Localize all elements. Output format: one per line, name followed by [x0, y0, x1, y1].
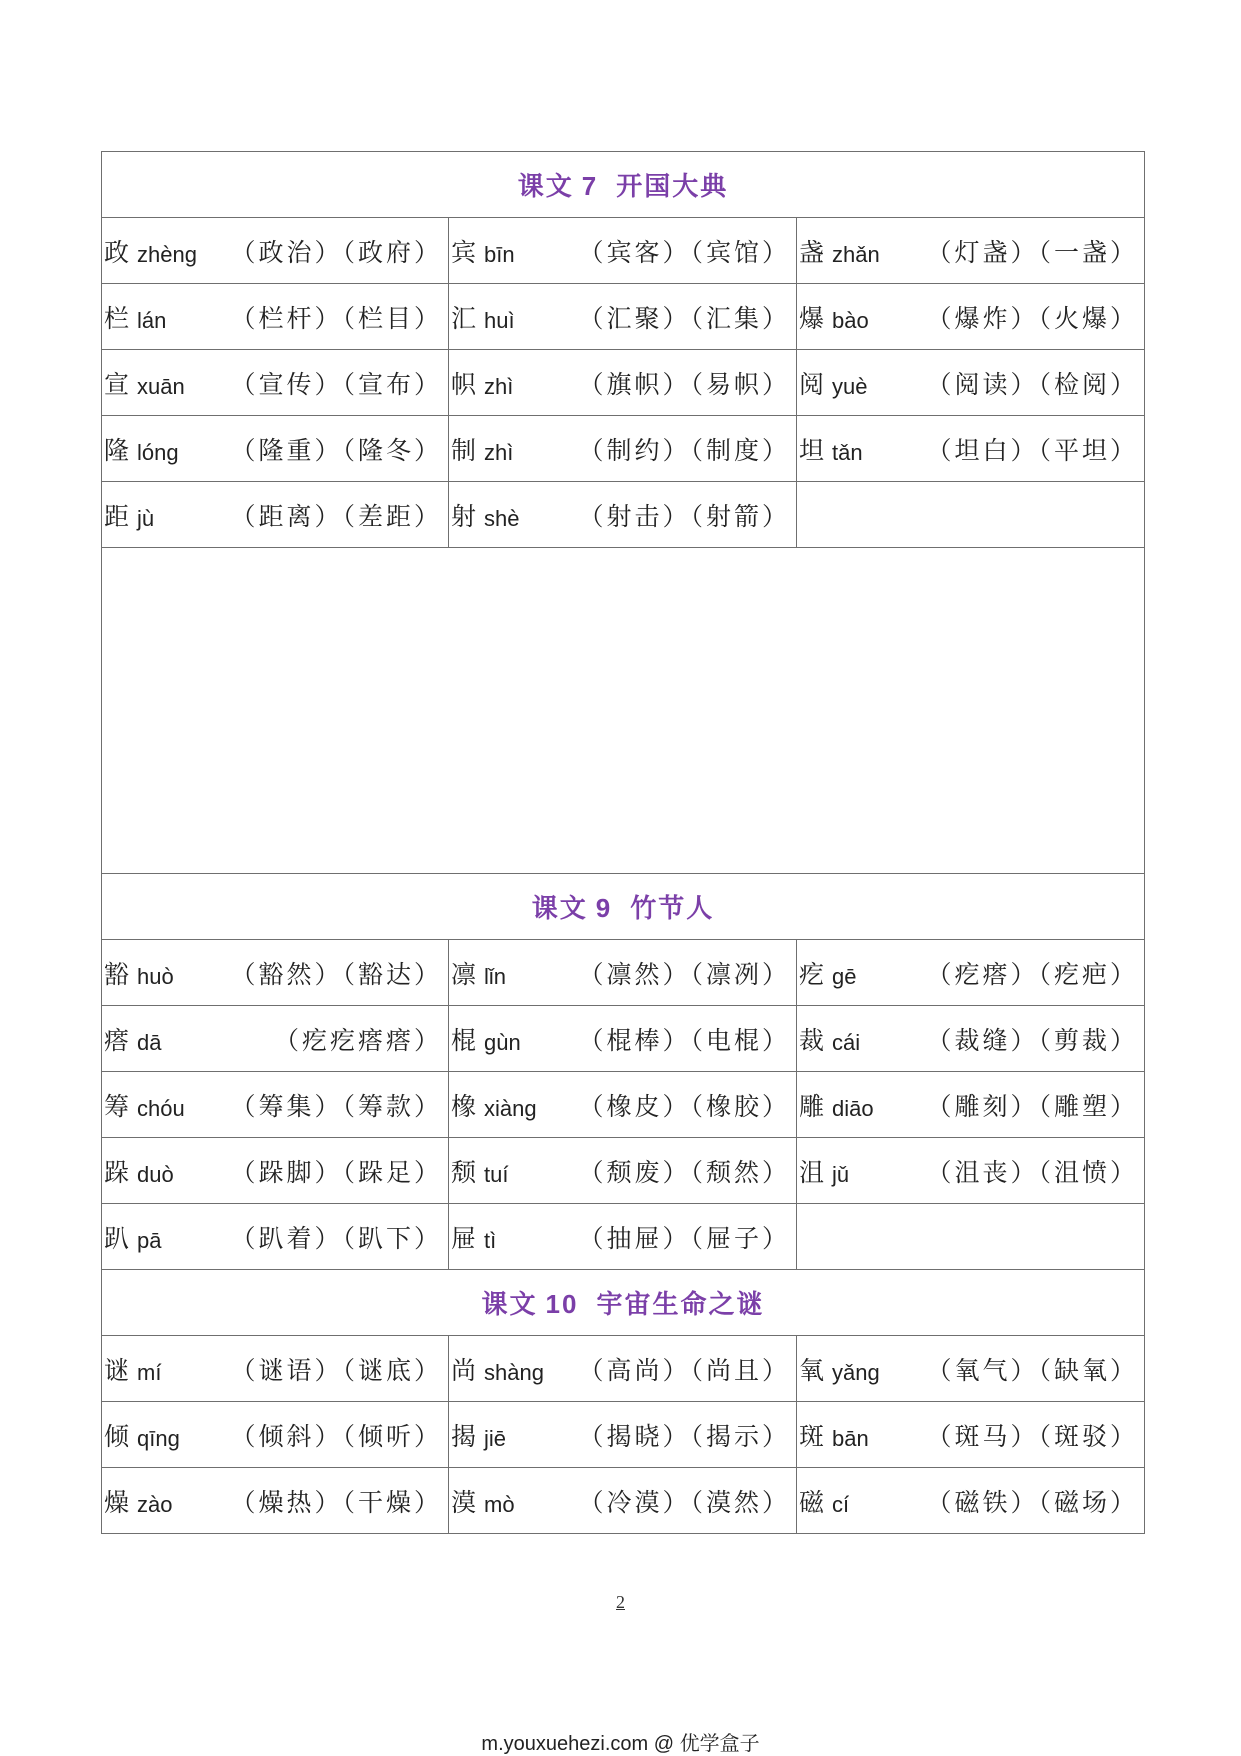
vocab-character: 谜: [104, 1355, 130, 1385]
vocab-character: 漠: [451, 1487, 477, 1517]
vocab-row: [102, 284, 1145, 350]
vocab-words: （斑马）（斑驳）: [926, 1421, 1138, 1451]
vocab-pinyin: dā: [137, 1029, 162, 1055]
vocab-words: （宾客）（宾馆）: [578, 237, 790, 267]
vocab-entry: [449, 1336, 796, 1401]
vocab-entry: [797, 416, 1144, 481]
vocab-entry: [797, 218, 1144, 283]
vocab-character: 宾: [451, 237, 477, 267]
vocab-entry: [797, 350, 1144, 415]
vocab-cell: [102, 940, 449, 1006]
vocab-words: （坦白）（平坦）: [926, 435, 1138, 465]
lesson-label: 课文: [531, 894, 588, 924]
vocab-words: （爆炸）（火爆）: [926, 303, 1138, 333]
vocab-cell: [797, 1468, 1145, 1534]
vocab-words: （倾斜）（倾听）: [230, 1421, 442, 1451]
vocab-pinyin: duò: [137, 1161, 174, 1187]
vocab-entry: [102, 1204, 448, 1269]
lesson-number: 10: [545, 1289, 579, 1319]
vocab-cell: [449, 284, 797, 350]
vocab-cell: [102, 284, 449, 350]
vocab-words: （距离）（差距）: [230, 501, 442, 531]
vocab-cell: [449, 1072, 797, 1138]
vocab-entry: [102, 284, 448, 349]
vocab-character: 疙: [799, 959, 825, 989]
vocab-cell: [449, 482, 797, 548]
vocab-entry: [449, 284, 796, 349]
vocab-character: 宣: [104, 369, 130, 399]
vocab-entry: [797, 1006, 1144, 1071]
vocab-cell: [797, 218, 1145, 284]
vocab-words: （冷漠）（漠然）: [578, 1487, 790, 1517]
vocab-words: （疙疙瘩瘩）: [273, 1025, 442, 1055]
lesson-label: 课文: [517, 172, 574, 202]
vocab-row: [102, 482, 1145, 548]
vocab-pinyin: huò: [137, 963, 174, 989]
section-heading: [482, 1284, 765, 1321]
vocab-character: 汇: [451, 303, 477, 333]
vocab-cell: [797, 1336, 1145, 1402]
vocab-entry: [797, 1468, 1144, 1533]
vocab-words: （裁缝）（剪裁）: [926, 1025, 1138, 1055]
vocab-cell: [449, 416, 797, 482]
vocab-cell: [449, 1138, 797, 1204]
vocab-row: [102, 1336, 1145, 1402]
vocab-words: （高尚）（尚且）: [578, 1355, 790, 1385]
vocab-pinyin: jiē: [484, 1425, 507, 1451]
vocab-pinyin: tuí: [484, 1161, 509, 1187]
vocab-pinyin: shàng: [484, 1359, 544, 1385]
lesson-title: 宇宙生命之谜: [596, 1290, 765, 1320]
vocab-cell: [102, 1204, 449, 1270]
vocab-entry: [449, 1072, 796, 1137]
vocab-entry: [102, 1138, 448, 1203]
vocab-character: 瘩: [104, 1025, 130, 1055]
vocab-words: （灯盏）（一盏）: [926, 237, 1138, 267]
empty-cell: [797, 482, 1145, 548]
vocab-entry: [102, 350, 448, 415]
vocab-character: 豁: [104, 959, 130, 989]
section-title-row: [102, 874, 1145, 940]
vocab-cell: [102, 350, 449, 416]
vocab-pinyin: zhì: [484, 373, 514, 399]
vocab-cell: [102, 1006, 449, 1072]
vocab-character: 帜: [451, 369, 477, 399]
vocab-character: 燥: [104, 1487, 130, 1517]
vocab-character: 斑: [799, 1421, 825, 1451]
vocab-entry: [102, 1006, 448, 1071]
vocab-entry: [449, 350, 796, 415]
vocab-character: 阅: [799, 369, 825, 399]
vocab-entry: [797, 940, 1144, 1005]
vocab-pinyin: zhèng: [137, 241, 197, 267]
vocab-cell: [797, 1402, 1145, 1468]
vocab-words: （棍棒）（电棍）: [578, 1025, 790, 1055]
vocab-pinyin: lǐn: [484, 963, 507, 989]
vocab-pinyin: zhǎn: [832, 241, 880, 267]
vocab-words: （旗帜）（易帜）: [578, 369, 790, 399]
vocab-character: 坦: [799, 435, 825, 465]
vocab-character: 爆: [799, 303, 825, 333]
vocabulary-table-body: [102, 152, 1145, 1534]
vocab-character: 屉: [451, 1223, 477, 1253]
vocab-words: （氧气）（缺氧）: [926, 1355, 1138, 1385]
vocab-words: （筹集）（筹款）: [230, 1091, 442, 1121]
blank-space: [102, 548, 1145, 874]
vocab-pinyin: xuān: [137, 373, 185, 399]
vocab-entry: [449, 218, 796, 283]
page-number: 2: [616, 1592, 625, 1612]
section-title: [102, 874, 1145, 940]
vocab-pinyin: huì: [484, 307, 515, 333]
vocab-pinyin: bān: [832, 1425, 869, 1451]
lesson-number: 7: [581, 171, 599, 201]
vocab-cell: [102, 218, 449, 284]
vocab-words: （雕刻）（雕塑）: [926, 1091, 1138, 1121]
vocab-pinyin: cái: [832, 1029, 861, 1055]
vocab-character: 颓: [451, 1157, 477, 1187]
vocab-pinyin: pā: [137, 1227, 162, 1253]
vocab-entry: [102, 1072, 448, 1137]
vocab-entry: [102, 416, 448, 481]
vocab-entry: [449, 416, 796, 481]
vocab-character: 磁: [799, 1487, 825, 1517]
vocab-cell: [797, 1006, 1145, 1072]
vocab-words: （橡皮）（橡胶）: [578, 1091, 790, 1121]
vocab-character: 棍: [451, 1025, 477, 1055]
vocab-pinyin: mò: [484, 1491, 515, 1517]
vocab-cell: [797, 940, 1145, 1006]
vocab-pinyin: gùn: [484, 1029, 521, 1055]
vocab-words: （豁然）（豁达）: [230, 959, 442, 989]
vocab-pinyin: cí: [832, 1491, 850, 1517]
vocab-cell: [449, 218, 797, 284]
footer-watermark: m.youxuehezi.com @ 优学盒子: [481, 1733, 760, 1755]
lesson-title: 开国大典: [616, 172, 729, 202]
vocab-entry: [449, 1468, 796, 1533]
vocab-row: [102, 940, 1145, 1006]
vocab-pinyin: qīng: [137, 1425, 180, 1451]
vocab-row: [102, 416, 1145, 482]
vocab-pinyin: yǎng: [832, 1359, 880, 1385]
vocab-character: 距: [104, 501, 130, 531]
vocab-words: （汇聚）（汇集）: [578, 303, 790, 333]
lesson-title: 竹节人: [630, 894, 715, 924]
vocab-words: （政治）（政府）: [230, 237, 442, 267]
vocab-entry: [449, 940, 796, 1005]
section-title-row: [102, 152, 1145, 218]
vocab-cell: [102, 1402, 449, 1468]
vocab-entry: [797, 1402, 1144, 1467]
vocab-character: 栏: [104, 303, 130, 333]
section-heading: [518, 166, 729, 203]
vocab-words: （颓废）（颓然）: [578, 1157, 790, 1187]
section-title: [102, 152, 1145, 218]
vocab-pinyin: lán: [137, 307, 167, 333]
vocab-cell: [797, 350, 1145, 416]
vocab-words: （制约）（制度）: [578, 435, 790, 465]
vocab-cell: [449, 1402, 797, 1468]
vocab-pinyin: shè: [484, 505, 520, 531]
vocab-pinyin: jǔ: [832, 1161, 850, 1187]
vocab-entry: [449, 1138, 796, 1203]
vocab-entry: [102, 482, 448, 547]
vocab-row: [102, 1204, 1145, 1270]
section-title-row: [102, 1270, 1145, 1336]
blank-row: [102, 548, 1145, 874]
vocab-row: [102, 1402, 1145, 1468]
vocab-cell: [449, 1336, 797, 1402]
vocab-row: [102, 218, 1145, 284]
vocab-pinyin: yuè: [832, 373, 868, 399]
vocab-character: 盏: [799, 237, 825, 267]
vocab-entry: [102, 1468, 448, 1533]
vocabulary-table: [101, 151, 1145, 1534]
vocab-entry: [449, 1204, 796, 1269]
vocab-row: [102, 350, 1145, 416]
vocab-words: （抽屉）（屉子）: [578, 1223, 790, 1253]
vocab-words: （凛然）（凛冽）: [578, 959, 790, 989]
vocab-cell: [102, 1072, 449, 1138]
vocab-words: （磁铁）（磁场）: [926, 1487, 1138, 1517]
vocab-cell: [102, 416, 449, 482]
vocab-pinyin: chóu: [137, 1095, 185, 1121]
vocab-cell: [102, 1468, 449, 1534]
vocab-character: 沮: [799, 1157, 825, 1187]
vocab-row: [102, 1006, 1145, 1072]
vocab-entry: [797, 284, 1144, 349]
empty-cell: [797, 1204, 1145, 1270]
vocab-pinyin: tì: [484, 1227, 497, 1253]
vocab-pinyin: xiàng: [484, 1095, 537, 1121]
vocab-words: （揭晓）（揭示）: [578, 1421, 790, 1451]
vocab-cell: [102, 1138, 449, 1204]
vocab-cell: [449, 1006, 797, 1072]
vocab-entry: [449, 482, 796, 547]
vocab-character: 政: [104, 237, 130, 267]
vocab-pinyin: zào: [137, 1491, 173, 1517]
vocab-pinyin: mí: [137, 1359, 162, 1385]
vocab-cell: [102, 482, 449, 548]
vocab-cell: [797, 416, 1145, 482]
vocab-cell: [449, 1204, 797, 1270]
vocab-character: 揭: [451, 1421, 477, 1451]
vocab-cell: [797, 284, 1145, 350]
vocab-character: 尚: [451, 1355, 477, 1385]
vocab-words: （射击）（射箭）: [578, 501, 790, 531]
vocab-cell: [449, 1468, 797, 1534]
vocab-character: 跺: [104, 1157, 130, 1187]
vocab-entry: [102, 940, 448, 1005]
vocab-character: 橡: [451, 1091, 477, 1121]
vocab-pinyin: diāo: [832, 1095, 874, 1121]
vocab-entry: [449, 1402, 796, 1467]
vocab-pinyin: zhì: [484, 439, 514, 465]
vocab-entry: [797, 1336, 1144, 1401]
vocab-pinyin: bīn: [484, 241, 515, 267]
vocab-character: 倾: [104, 1421, 130, 1451]
lesson-number: 9: [595, 893, 613, 923]
vocab-character: 氧: [799, 1355, 825, 1385]
vocab-row: [102, 1468, 1145, 1534]
vocab-pinyin: lóng: [137, 439, 179, 465]
section-heading: [532, 888, 715, 925]
vocab-words: （燥热）（干燥）: [230, 1487, 442, 1517]
vocab-entry: [102, 1402, 448, 1467]
vocab-row: [102, 1138, 1145, 1204]
vocab-entry: [449, 1006, 796, 1071]
vocab-cell: [449, 350, 797, 416]
section-title: [102, 1270, 1145, 1336]
vocab-entry: [797, 1072, 1144, 1137]
lesson-label: 课文: [481, 1290, 538, 1320]
vocab-words: （阅读）（检阅）: [926, 369, 1138, 399]
vocab-row: [102, 1072, 1145, 1138]
vocab-words: （沮丧）（沮愤）: [926, 1157, 1138, 1187]
vocab-entry: [102, 218, 448, 283]
vocab-character: 制: [451, 435, 477, 465]
vocab-character: 筹: [104, 1091, 130, 1121]
vocab-pinyin: tǎn: [832, 439, 863, 465]
vocab-pinyin: bào: [832, 307, 869, 333]
vocab-pinyin: jù: [137, 505, 155, 531]
vocab-cell: [797, 1072, 1145, 1138]
vocab-entry: [797, 1138, 1144, 1203]
vocab-words: （栏杆）（栏目）: [230, 303, 442, 333]
vocab-cell: [102, 1336, 449, 1402]
vocab-words: （隆重）（隆冬）: [230, 435, 442, 465]
vocab-character: 隆: [104, 435, 130, 465]
vocab-cell: [797, 1138, 1145, 1204]
vocab-entry: [102, 1336, 448, 1401]
vocab-character: 雕: [799, 1091, 825, 1121]
vocab-words: （疙瘩）（疙疤）: [926, 959, 1138, 989]
vocab-words: （跺脚）（跺足）: [230, 1157, 442, 1187]
vocab-character: 裁: [799, 1025, 825, 1055]
vocab-cell: [449, 940, 797, 1006]
vocab-character: 凛: [451, 959, 477, 989]
vocab-character: 射: [451, 501, 477, 531]
vocab-words: （谜语）（谜底）: [230, 1355, 442, 1385]
vocab-words: （趴着）（趴下）: [230, 1223, 442, 1253]
vocab-character: 趴: [104, 1223, 130, 1253]
vocab-pinyin: gē: [832, 963, 857, 989]
vocab-words: （宣传）（宣布）: [230, 369, 442, 399]
